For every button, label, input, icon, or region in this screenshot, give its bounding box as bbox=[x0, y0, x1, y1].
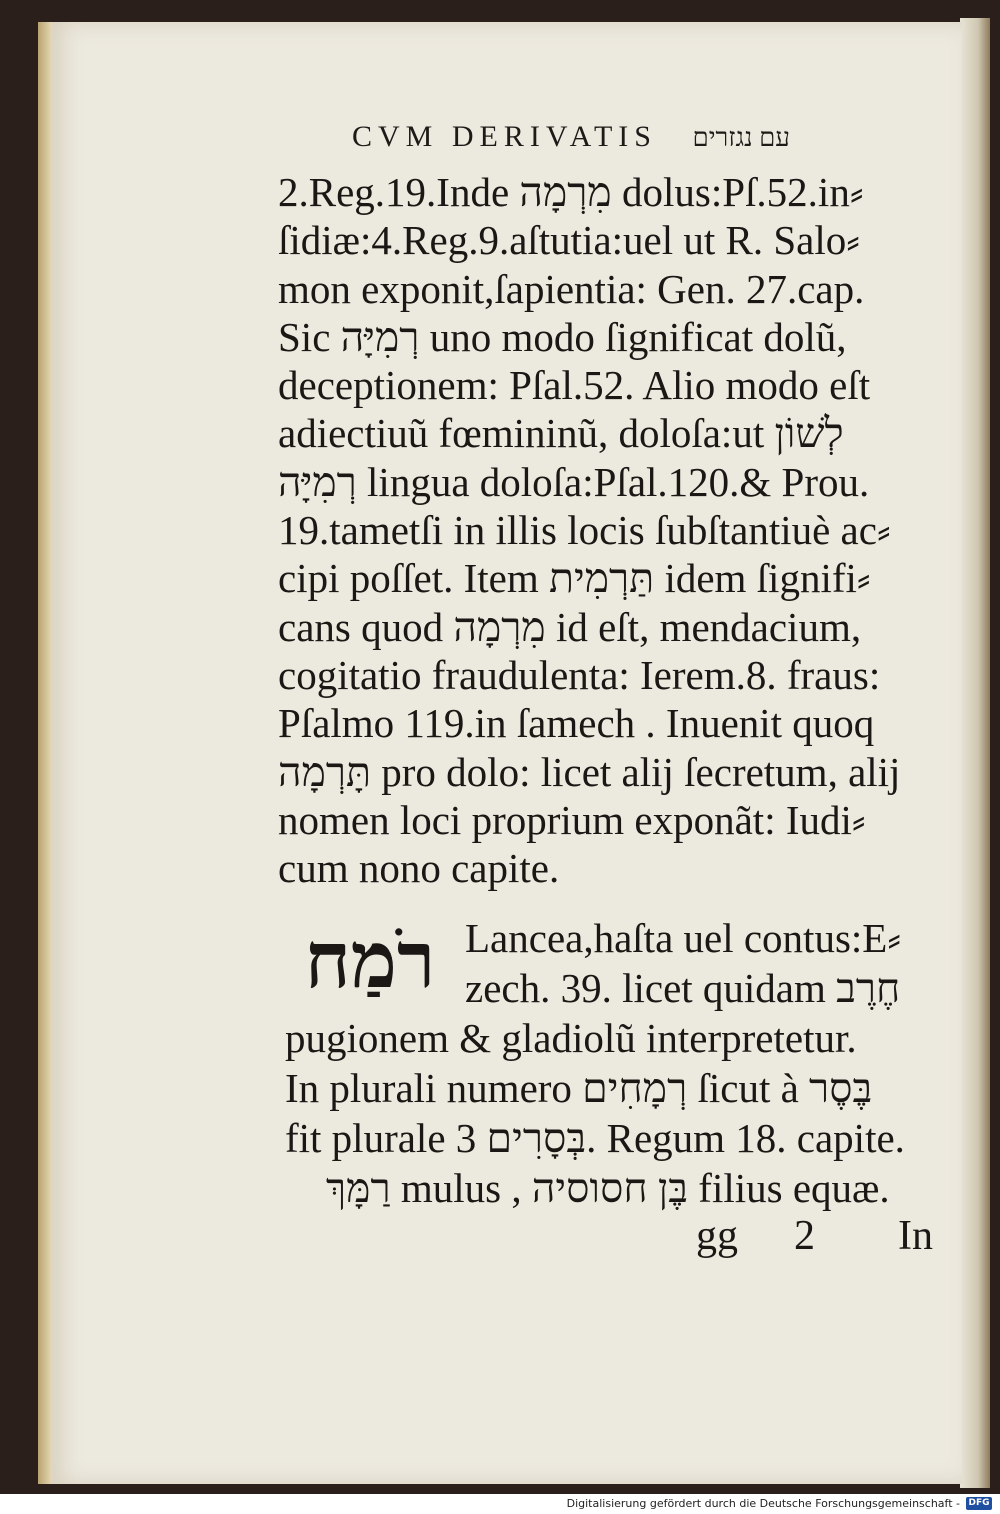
entry-line: רַמָּךְ mulus , בֶּן חסוסיה filius equæ. bbox=[285, 1165, 890, 1211]
signature-number: 2 bbox=[794, 1213, 815, 1259]
entry-definition bbox=[465, 913, 945, 1013]
text-line: cogitatio fraudulenta: Ierem.8. fraus: bbox=[278, 651, 881, 698]
text-line: nomen loci proprium exponãt: Iudi⸗ bbox=[278, 796, 866, 843]
entry-continuation bbox=[285, 1013, 945, 1213]
text-line: Pſalmo 119.in ſamech . Inuenit quoq bbox=[278, 700, 875, 747]
text-line: cans quod מִרְמָה id eſt, mendacium, bbox=[278, 603, 862, 650]
digitization-footer bbox=[0, 1494, 1000, 1514]
entry-line: Lancea,haſta uel contus:E⸗ bbox=[465, 915, 901, 961]
text-line: mon exponit,ſapientia: Gen. 27.cap. bbox=[278, 265, 865, 312]
entry-headword: רֹמַח bbox=[304, 915, 436, 1006]
page-edge-left bbox=[38, 22, 52, 1484]
main-text-block bbox=[278, 168, 938, 892]
text-line: 2.Reg.19.Inde מִרְמָה dolus:Pſ.52.in⸗ bbox=[278, 169, 864, 215]
text-line: deceptionem: Pſal.52. Alio modo eſt bbox=[278, 362, 871, 409]
text-line: ſidiæ:4.Reg.9.aſtutia:uel ut R. Salo⸗ bbox=[278, 217, 860, 264]
running-head-hebrew: עם נגזרים bbox=[692, 123, 791, 152]
text-line: adiectiuũ fœmininũ, doloſa:ut לְשׁוֹן bbox=[278, 410, 844, 457]
page-edge-right bbox=[960, 18, 990, 1488]
signature-mark: gg bbox=[696, 1213, 738, 1259]
running-head bbox=[352, 120, 872, 164]
text-line: רְמִיָּה lingua doloſa:Pſal.120.& Prou. bbox=[278, 458, 870, 505]
text-line: cum nono capite. bbox=[278, 845, 560, 892]
signature-line bbox=[696, 1212, 946, 1268]
catchword: In bbox=[898, 1213, 933, 1259]
entry-line: zech. 39. licet quidam חֶרֶב bbox=[465, 965, 901, 1011]
text-line: 19.tametſi in illis locis ſubſtantiuè ac⸗ bbox=[278, 507, 891, 554]
footer-credit: Digitalisierung gefördert durch die Deutsche Forschungsgemeinschaft - bbox=[566, 1497, 960, 1510]
entry-line: In plurali numero רְמָחִים ſicut à בֶּסֶר bbox=[285, 1065, 873, 1111]
entry-line: fit plurale בְּסָרִים 3. Regum 18. capite. bbox=[285, 1115, 905, 1161]
text-line: cipi poſſet. Item תַּרְמִית idem ſignifi⸗ bbox=[278, 555, 871, 602]
text-line: Sic רְמִיָּה uno modo ſignificat dolũ, bbox=[278, 313, 847, 360]
dfg-logo: DFG bbox=[966, 1497, 992, 1510]
running-head-latin: CVM DERIVATIS bbox=[352, 120, 657, 153]
entry-line: pugionem & gladiolũ interpretetur. bbox=[285, 1015, 857, 1061]
text-line: תָּרְמָה pro dolo: licet alij ſecretum, alij bbox=[278, 748, 901, 795]
